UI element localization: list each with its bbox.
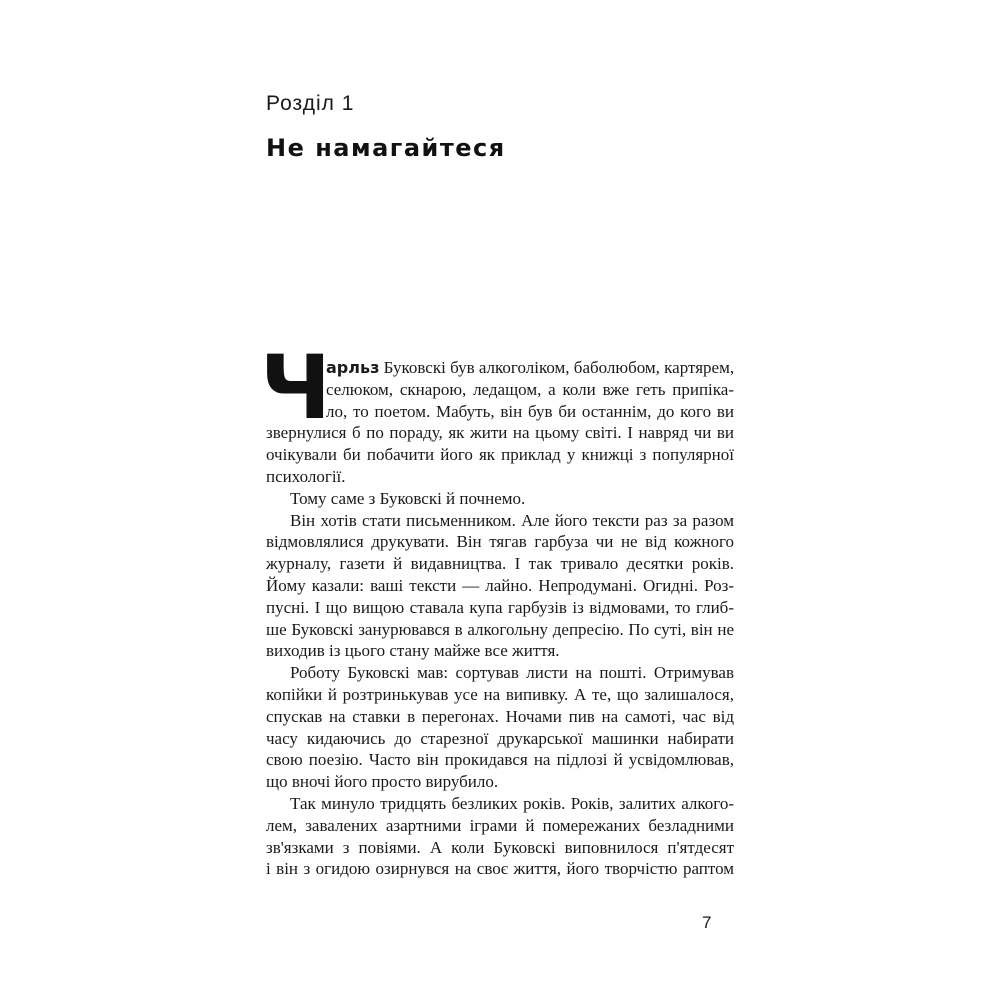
text-line: свою поезію. Часто він прокидався на підлозі й усвідомлював,: [266, 750, 734, 769]
text-line: [326, 358, 734, 378]
text-line: журналу, газети й видавництва. І так тривало десятки років.: [266, 554, 734, 573]
text-line: селюком, скнарою, ледащом, а коли вже геть припіка-: [326, 380, 734, 399]
text-line: Роботу Буковскі мав: сортував листи на пошті. Отримував: [290, 663, 734, 682]
chapter-label: Розділ 1: [266, 92, 355, 115]
text-line: Йому казали: ваші тексти — лайно. Непродумані. Огидні. Роз-: [266, 576, 734, 595]
text-line: спускав на ставки в перегонах. Ночами пив на самоті, час від: [266, 707, 734, 726]
text-line: що вночі його просто вирубило.: [266, 772, 499, 791]
text-line: відмовлялися друкувати. Він тягав гарбуза чи не від кожного: [266, 532, 734, 551]
text-line: ше Буковскі занурювався в алкогольну депресію. По суті, він не: [266, 620, 734, 639]
drop-cap: Ч: [260, 336, 332, 439]
text-line: психології.: [266, 467, 346, 486]
text-line: Тому саме з Буковскі й почнемо.: [290, 489, 526, 508]
chapter-title: Не намагайтеся: [266, 134, 506, 162]
text-line: звернулися б по пораду, як жити на цьому світі. І навряд чи ви: [266, 423, 734, 442]
text-line: і він з огидою озирнувся на своє життя, його творчістю раптом: [266, 859, 734, 878]
text-line: виходив із цього стану майже все життя.: [266, 641, 560, 660]
text-line: пусні. І що вищою ставала купа гарбузів із відмовами, то глиб-: [266, 598, 734, 617]
first-word: арльз: [326, 358, 380, 377]
text-line: Так минуло тридцять безликих років. Років, залитих алкого-: [290, 794, 734, 813]
page-number: 7: [702, 913, 712, 932]
text-line: очікували би побачити його як приклад у книжці з популярної: [266, 445, 734, 464]
text-line: копійки й розтринькував усе на випивку. А те, що залишалося,: [266, 685, 734, 704]
text-line: Він хотів стати письменником. Але його тексти раз за разом: [290, 511, 734, 530]
text-line: лем, завалених азартними іграми й помережаних безладними: [266, 816, 734, 835]
text-line: часу кидаючись до старезної друкарської машинки набирати: [266, 729, 734, 748]
line-text: Буковскі був алкоголіком, баболюбом, картярем,: [379, 358, 735, 377]
text-line: ло, то поетом. Мабуть, він був би останнім, до кого ви: [326, 402, 734, 421]
text-line: зв'язками з повіями. А коли Буковскі виповнилося п'ятдесят: [266, 838, 734, 857]
